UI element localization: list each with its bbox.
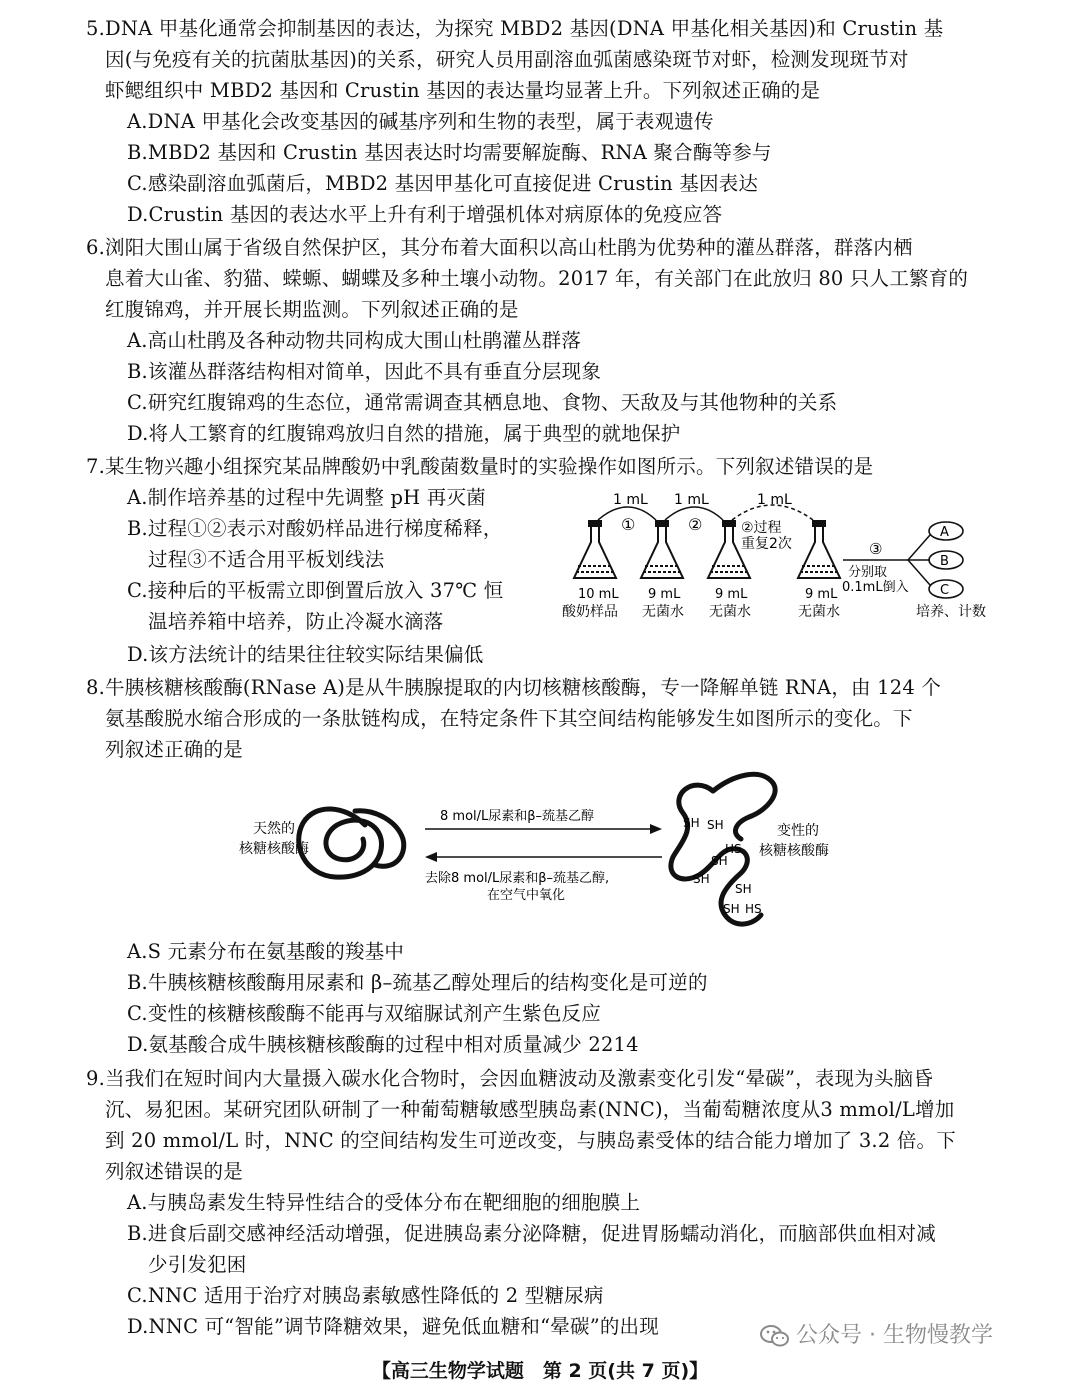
transfer-label: 1 mL xyxy=(757,492,792,508)
take-label: 0.1mL倒入 xyxy=(842,580,909,595)
step-label: ② xyxy=(688,515,703,534)
forward-condition: 8 mol/L尿素和β–巯基乙醇 xyxy=(440,809,595,824)
q9-stem-line3: 到 20 mmol/L 时，NNC 的空间结构发生可逆改变，与胰岛素受体的结合能力增加了 3.2 倍。下 xyxy=(105,1129,956,1152)
q7-option-d: D.该方法统计的结果往往较实际结果偏低 xyxy=(127,643,484,666)
transfer-label: 1 mL xyxy=(674,492,709,508)
watermark-text: 公众号 · 生物慢教学 xyxy=(796,1323,993,1348)
volume-label: 9 mL xyxy=(648,587,681,602)
q9-option-a: A.与胰岛素发生特异性结合的受体分布在靶细胞的细胞膜上 xyxy=(127,1191,641,1214)
q6-stem-line3: 红腹锦鸡，并开展长期监测。下列叙述正确的是 xyxy=(105,298,519,321)
q7-stem: 7.某生物兴趣小组探究某品牌酸奶中乳酸菌数量时的实验操作如图所示。下列叙述错误的是 xyxy=(86,455,874,478)
thiol-label: HS xyxy=(745,902,762,916)
thiol-label: SH xyxy=(683,816,700,830)
q5-stem-line2: 因(与免疫有关的抗菌肽基因)的关系，研究人员用副溶血弧菌感染斑节对虾，检测发现斑节对 xyxy=(105,48,909,71)
q7-dilution-figure xyxy=(558,490,1003,630)
q5-option-a: A.DNA 甲基化会改变基因的碱基序列和生物的表型，属于表观遗传 xyxy=(127,110,714,133)
repeat-label: ②过程 xyxy=(741,520,782,536)
page-footer: 【高三生物学试题 第 2 页(共 7 页)】 xyxy=(371,1360,709,1382)
flask-icon xyxy=(574,521,616,578)
q8-stem-line3: 列叙述正确的是 xyxy=(105,738,243,761)
q6-stem-line1: 6.浏阳大围山属于省级自然保护区，其分布着大面积以高山杜鹃为优势种的灌丛群落，群落内栖 xyxy=(86,236,913,259)
flask-icon xyxy=(798,521,840,578)
q5-stem-line3: 虾鳃组织中 MBD2 基因和 Crustin 基因的表达量均显著上升。下列叙述正确的是 xyxy=(105,79,821,102)
flask-name: 无菌水 xyxy=(709,604,751,620)
q7-option-c-line2: 温培养箱中培养，防止冷凝水滴落 xyxy=(148,610,444,633)
q6-option-b: B.该灌丛群落结构相对简单，因此不具有垂直分层现象 xyxy=(127,360,602,383)
petri-dish-icon xyxy=(929,580,963,598)
transfer-label: 1 mL xyxy=(613,492,648,508)
q8-option-a: A.S 元素分布在氨基酸的羧基中 xyxy=(127,940,405,963)
svg-text:A: A xyxy=(940,525,949,540)
thiol-label: SH xyxy=(707,818,724,832)
q7-option-c-line1: C.接种后的平板需立即倒置后放入 37℃ 恒 xyxy=(127,579,504,602)
q8-protein-figure xyxy=(225,765,865,950)
thiol-label: SH xyxy=(693,872,710,886)
flask-name: 酸奶样品 xyxy=(562,604,618,620)
q8-stem-line1: 8.牛胰核糖核酸酶(RNase A)是从牛胰腺提取的内切核糖核酸酶，专一降解单链 RNA，由 124 个 xyxy=(86,676,942,699)
q7-option-a: A.制作培养基的过程中先调整 pH 再灭菌 xyxy=(127,486,486,509)
wechat-icon xyxy=(760,1323,790,1349)
q7-option-b-line1: B.过程①②表示对酸奶样品进行梯度稀释， xyxy=(127,517,503,540)
q8-option-b: B.牛胰核糖核酸酶用尿素和 β–巯基乙醇处理后的结构变化是可逆的 xyxy=(127,971,708,994)
native-label: 核糖核酸酶 xyxy=(239,841,309,857)
step-label: ③ xyxy=(869,540,883,558)
denatured-label: 变性的 xyxy=(777,823,819,839)
volume-label: 9 mL xyxy=(715,587,748,602)
petri-dish-icon xyxy=(929,522,963,540)
q9-option-b-line1: B.进食后副交感神经活动增强，促进胰岛素分泌降糖，促进胃肠蠕动消化，而脑部供血相对减 xyxy=(127,1222,936,1245)
q7-option-b-line2: 过程③不适合用平板划线法 xyxy=(148,548,385,571)
step-label: ① xyxy=(621,515,636,534)
thiol-label: HS xyxy=(725,842,742,856)
denatured-label: 核糖核酸酶 xyxy=(759,843,829,859)
reverse-condition: 去除8 mol/L尿素和β–巯基乙醇, xyxy=(425,871,610,886)
flask-name: 无菌水 xyxy=(642,604,684,620)
q6-option-d: D.将人工繁育的红腹锦鸡放归自然的措施，属于典型的就地保护 xyxy=(127,422,681,445)
native-protein-icon xyxy=(299,809,404,877)
q5-option-c: C.感染副溶血弧菌后，MBD2 基因甲基化可直接促进 Crustin 基因表达 xyxy=(127,172,759,195)
q9-option-d: D.NNC 可“智能”调节降糖效果，避免低血糖和“晕碳”的出现 xyxy=(127,1315,659,1338)
svg-text:C: C xyxy=(940,583,950,598)
q8-stem-line2: 氨基酸脱水缩合形成的一条肽链构成，在特定条件下其空间结构能够发生如图所示的变化。下 xyxy=(105,707,913,730)
thiol-label: SH xyxy=(723,902,740,916)
reverse-condition: 在空气中氧化 xyxy=(487,888,566,903)
volume-label: 9 mL xyxy=(805,587,838,602)
flask-name: 无菌水 xyxy=(798,604,840,620)
volume-label: 10 mL xyxy=(578,587,619,602)
thiol-label: SH xyxy=(735,882,752,896)
watermark xyxy=(760,1318,993,1349)
q6-option-c: C.研究红腹锦鸡的生态位，通常需调查其栖息地、食物、天敌及与其他物种的关系 xyxy=(127,391,838,414)
native-label: 天然的 xyxy=(253,821,295,837)
repeat-label: 重复2次 xyxy=(741,536,792,552)
q6-stem-line2: 息着大山雀、豹猫、蝾螈、蝴蝶及多种土壤小动物。2017 年，有关部门在此放归 80 只人工繁育的 xyxy=(105,267,969,290)
flask-icon xyxy=(641,521,683,578)
q5-option-d: D.Crustin 基因的表达水平上升有利于增强机体对病原体的免疫应答 xyxy=(127,203,723,226)
q6-option-a: A.高山杜鹃及各种动物共同构成大围山杜鹃灌丛群落 xyxy=(127,329,582,352)
petri-dish-icon xyxy=(929,551,963,569)
q8-option-c: C.变性的核糖核酸酶不能再与双缩脲试剂产生紫色反应 xyxy=(127,1002,601,1025)
q9-stem-line1: 9.当我们在短时间内大量摄入碳水化合物时，会因血糖波动及激素变化引发“晕碳”，表现为头脑昏 xyxy=(86,1067,934,1090)
thiol-label: SH xyxy=(711,854,728,868)
q8-option-d: D.氨基酸合成牛胰核糖核酸酶的过程中相对质量减少 2214 xyxy=(127,1033,639,1056)
q9-stem-line2: 沉、易犯困。某研究团队研制了一种葡萄糖敏感型胰岛素(NNC)，当葡萄糖浓度从3 mmol/L增加 xyxy=(105,1098,955,1121)
q9-option-b-line2: 少引发犯困 xyxy=(148,1253,247,1276)
q9-option-c: C.NNC 适用于治疗对胰岛素敏感性降低的 2 型糖尿病 xyxy=(127,1284,604,1307)
q5-option-b: B.MBD2 基因和 Crustin 基因表达时均需要解旋酶、RNA 聚合酶等参与 xyxy=(127,141,772,164)
take-label: 分别取 xyxy=(848,565,888,580)
svg-text:B: B xyxy=(940,554,949,569)
q9-stem-line4: 列叙述错误的是 xyxy=(105,1160,243,1183)
culture-label: 培养、计数 xyxy=(916,604,986,620)
q5-stem-line1: 5.DNA 甲基化通常会抑制基因的表达，为探究 MBD2 基因(DNA 甲基化相关基因)和 Crustin 基 xyxy=(86,17,944,40)
